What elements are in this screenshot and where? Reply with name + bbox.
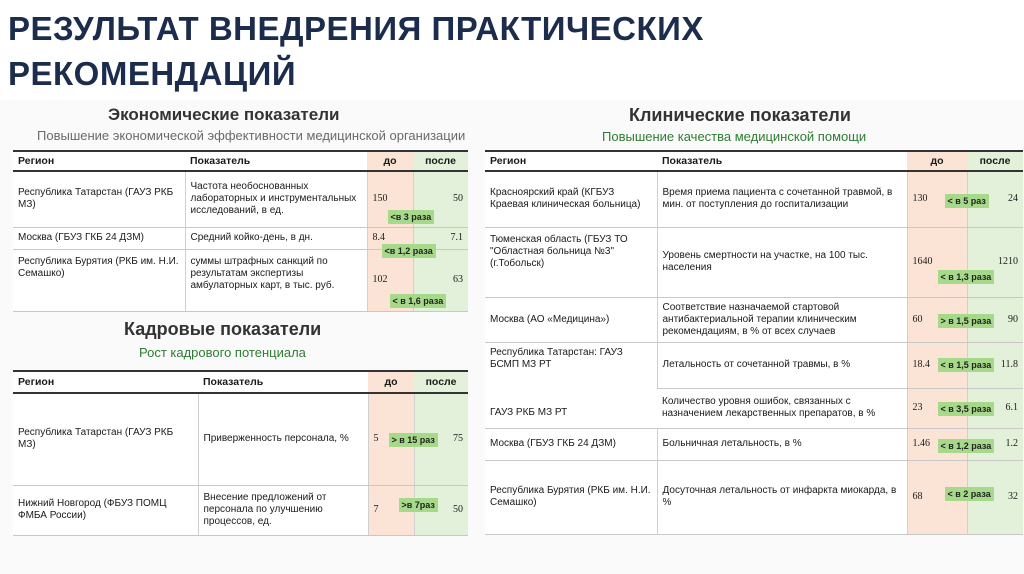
table-row [485, 171, 1023, 227]
change-badge: < в 1,5 раза [938, 358, 995, 372]
after-value: 1.2 [967, 428, 1023, 460]
after-value: 11.8 [967, 342, 1023, 388]
change-badge: >в 7раз [399, 498, 438, 512]
before-value [368, 393, 435, 485]
economic-section-title: Экономические показатели [108, 105, 340, 124]
economic-table [13, 150, 468, 312]
before-value-text: 18.4 [912, 359, 930, 370]
region-cell-secondary: ГАУЗ РКБ МЗ РТ [490, 406, 568, 418]
change-badge: > в 15 раз [389, 433, 438, 447]
after-value: 50 [414, 485, 468, 535]
before-value-text: 8.4 [372, 232, 385, 243]
indicators-document [0, 100, 1024, 574]
indicator-cell: Больничная летальность, в % [657, 428, 907, 460]
change-badge: < в 2 раза [945, 487, 994, 501]
staff-section-subtitle: Рост кадрового потенциала [139, 345, 306, 360]
before-value-text: 150 [372, 193, 388, 205]
after-value: 32 [967, 460, 1023, 534]
before-value [368, 485, 435, 535]
header-indicator: Показатель [185, 151, 367, 171]
region-cell: Республика Бурятия (РКБ им. Н.И. Семашко) [485, 460, 657, 534]
before-value-text: 1.46 [912, 438, 930, 449]
table-row [13, 171, 468, 227]
indicator-cell: Время приема пациента с сочетанной травмой, в мин. от поступления до госпитализации [657, 171, 907, 227]
indicator-cell: Досуточная летальность от инфаркта миокарда, в % [657, 460, 907, 534]
table-row [485, 227, 1023, 297]
indicator-cell: Количество уровня ошибок, связанных с назначением лекарственных препаратов, в % [657, 388, 907, 428]
change-badge: <в 1,2 раза [382, 244, 436, 258]
header-region: Регион [13, 151, 185, 171]
after-value: 24 [967, 171, 1023, 227]
clinical-section-title: Клинические показатели [629, 105, 851, 125]
before-value [907, 388, 992, 428]
table-row [13, 393, 468, 485]
after-value: 90 [967, 297, 1023, 342]
region-cell: Тюменская область (ГБУЗ ТО "Областная больница №3" (г.Тобольск) [485, 227, 657, 297]
clinical-table [485, 150, 1023, 535]
change-badge: < в 1,6 раза [390, 294, 447, 308]
table-header-row [13, 371, 468, 393]
indicator-cell: суммы штрафных санкций по результатам экспертизы амбулаторных карт, в тыс. руб. [185, 249, 367, 311]
region-cell: Москва (ГБУЗ ГКБ 24 ДЗМ) [485, 428, 657, 460]
after-value: 6.1 [967, 388, 1023, 428]
before-value [367, 171, 432, 227]
before-value-text: 1640 [912, 256, 933, 267]
after-value: 75 [414, 393, 468, 485]
indicator-cell: Летальность от сочетанной травмы, в % [657, 342, 907, 388]
before-value [907, 342, 992, 388]
table-row [13, 485, 468, 535]
header-after: после [413, 151, 468, 171]
after-value: 7.1 [413, 227, 468, 249]
before-value [907, 460, 991, 534]
before-value-text: 102 [372, 274, 388, 285]
table-header-row [13, 151, 468, 171]
staff-section-title: Кадровые показатели [124, 319, 322, 339]
header-after: после [414, 371, 468, 393]
region-cell: Москва (ГБУЗ ГКБ 24 ДЗМ) [13, 227, 185, 249]
staff-table [13, 370, 468, 536]
header-region: Регион [13, 371, 198, 393]
header-before: до [368, 371, 414, 393]
region-cell [485, 342, 657, 428]
table-row [485, 428, 1023, 460]
before-value-text: 130 [912, 193, 928, 205]
indicator-cell: Внесение предложений от персонала по улучшению процессов, ед. [198, 485, 368, 535]
header-indicator: Показатель [657, 151, 907, 171]
change-badge: < в 1,3 раза [938, 270, 995, 284]
indicator-cell: Частота необоснованных лабораторных и инструментальных исследований, в ед. [185, 171, 367, 227]
header-before: до [367, 151, 413, 171]
indicator-cell: Средний койко-день, в дн. [185, 227, 367, 249]
before-value-text: 23 [912, 402, 923, 413]
region-cell-primary: Республика Татарстан: ГАУЗ БСМП МЗ РТ [490, 346, 623, 370]
table-row [13, 227, 468, 249]
region-cell: Республика Татарстан (ГАУЗ РКБ МЗ) [13, 171, 185, 227]
table-header-row [485, 151, 1023, 171]
header-before: до [907, 151, 967, 171]
before-value [907, 428, 992, 460]
indicator-cell: Уровень смертности на участке, на 100 тыс. населения [657, 227, 907, 297]
region-cell: Нижний Новгород (ФБУЗ ПОМЦ ФМБА России) [13, 485, 198, 535]
clinical-section-subtitle: Повышение качества медицинской помощи [602, 129, 867, 144]
before-value [907, 227, 992, 297]
before-value-text: 68 [912, 491, 923, 502]
before-value-text: 7 [373, 504, 379, 515]
before-value [907, 297, 992, 342]
table-row [485, 297, 1023, 342]
after-value: 63 [413, 249, 468, 311]
change-badge: < в 5 раз [945, 194, 989, 208]
indicator-cell: Соответствие назначаемой стартовой антибактериальной терапии клиническим рекомендациям, в % от всех случаев [657, 297, 907, 342]
header-region: Регион [485, 151, 657, 171]
before-value [907, 171, 986, 227]
change-badge: > в 1,5 раза [938, 314, 995, 328]
change-badge: < в 3,5 раза [938, 402, 995, 416]
before-value [367, 227, 433, 256]
change-badge: <в 3 раза [388, 210, 435, 224]
table-row [485, 460, 1023, 534]
region-cell: Республика Татарстан (ГАУЗ РКБ МЗ) [13, 393, 198, 485]
table-row [13, 249, 468, 311]
region-cell: Красноярский край (КГБУЗ Краевая клиническая больница) [485, 171, 657, 227]
header-after: после [967, 151, 1023, 171]
slide-title: РЕЗУЛЬТАТ ВНЕДРЕНИЯ ПРАКТИЧЕСКИХ РЕКОМЕНДАЦИЙ [8, 10, 704, 92]
region-cell: Москва (АО «Медицина») [485, 297, 657, 342]
before-value-text: 5 [373, 433, 379, 445]
header-indicator: Показатель [198, 371, 368, 393]
region-cell: Республика Бурятия (РКБ им. Н.И. Семашко) [13, 249, 185, 311]
change-badge: < в 1,2 раза [938, 439, 995, 453]
after-value: 50 [413, 171, 468, 227]
before-value-text: 60 [912, 313, 923, 325]
indicator-cell: Приверженность персонала, % [198, 393, 368, 485]
after-value: 1210 [967, 227, 1023, 297]
table-row [485, 342, 1023, 388]
economic-section-subtitle: Повышение экономической эффективности медицинской организации [37, 128, 466, 143]
